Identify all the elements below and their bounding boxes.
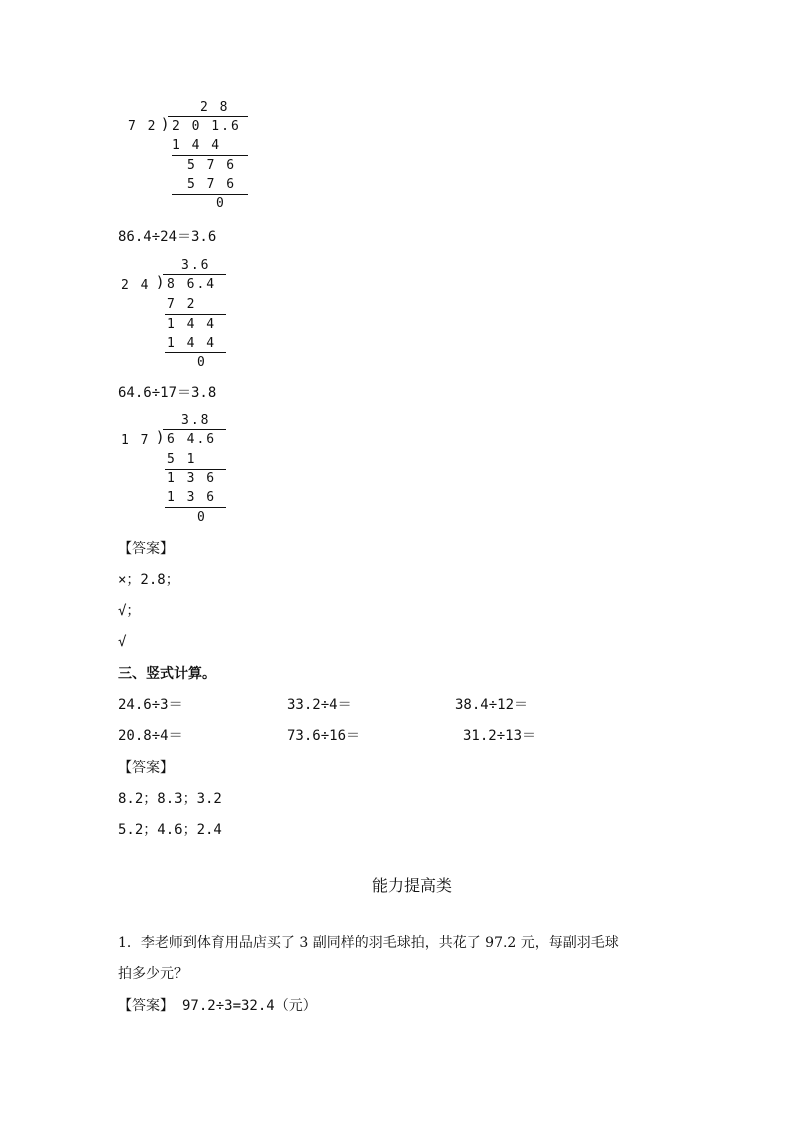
problem: 24.6÷3＝ — [118, 697, 183, 713]
division-bracket: ) — [157, 428, 163, 446]
step-product: 1 4 4 — [167, 336, 217, 351]
answer-text: 97.2÷3=32.4（元） — [182, 998, 317, 1014]
divisor: 1 7 — [121, 433, 151, 448]
step-remainder: 5 7 6 — [187, 158, 237, 173]
division-bar — [163, 274, 226, 275]
quotient: 3.6 — [181, 258, 211, 273]
section-heading: 三、竖式计算。 — [118, 666, 216, 682]
answer-line: √； — [118, 603, 141, 619]
dividend: 8 6.4 — [167, 277, 217, 292]
question-line: 拍多少元？ — [118, 966, 188, 982]
division-bracket: ) — [162, 115, 168, 133]
problem: 31.2÷13＝ — [463, 728, 537, 744]
final-remainder: 0 — [197, 510, 207, 525]
dividend: 6 4.6 — [167, 432, 217, 447]
answer-line: 8.2；8.3；3.2 — [118, 791, 222, 807]
step-product: 7 2 — [167, 297, 197, 312]
step-rule — [165, 507, 226, 508]
quotient: 3.8 — [181, 413, 211, 428]
dividend: 2 0 1.6 — [172, 119, 241, 134]
equation-3: 64.6÷17＝3.8 — [118, 385, 217, 401]
final-remainder: 0 — [216, 196, 226, 211]
divisor: 7 2 — [128, 119, 158, 134]
step-rule — [172, 155, 248, 156]
step-remainder: 1 3 6 — [167, 471, 217, 486]
answer-line: √ — [118, 634, 127, 650]
step-rule — [165, 352, 226, 353]
divisor: 2 4 — [121, 278, 151, 293]
step-rule — [172, 194, 248, 195]
answer-line: ×；2.8； — [118, 572, 180, 588]
question-line: 1．李老师到体育用品店买了 3 副同样的羽毛球拍，共花了 97.2 元，每副羽毛球 — [118, 935, 619, 951]
equation-2: 86.4÷24＝3.6 — [118, 229, 217, 245]
step-product: 5 1 — [167, 452, 197, 467]
step-rule — [165, 314, 226, 315]
section-title: 能力提高类 — [372, 876, 453, 895]
final-remainder: 0 — [197, 355, 207, 370]
step-product: 1 3 6 — [167, 490, 217, 505]
division-bar — [163, 429, 226, 430]
division-bar — [168, 116, 248, 117]
step-rule — [165, 469, 226, 470]
step-product: 1 4 4 — [172, 138, 222, 153]
problem: 33.2÷4＝ — [287, 697, 352, 713]
problem: 38.4÷12＝ — [455, 697, 529, 713]
step-remainder: 1 4 4 — [167, 317, 217, 332]
answer-label: 【答案】 — [118, 998, 174, 1014]
answer-label: 【答案】 — [118, 541, 174, 557]
answer-line: 5.2；4.6；2.4 — [118, 822, 222, 838]
answer-label: 【答案】 — [118, 760, 174, 776]
problem: 73.6÷16＝ — [287, 728, 361, 744]
step-product: 5 7 6 — [187, 177, 237, 192]
quotient: 2 8 — [200, 100, 230, 115]
division-bracket: ) — [157, 273, 163, 291]
problem: 20.8÷4＝ — [118, 728, 183, 744]
